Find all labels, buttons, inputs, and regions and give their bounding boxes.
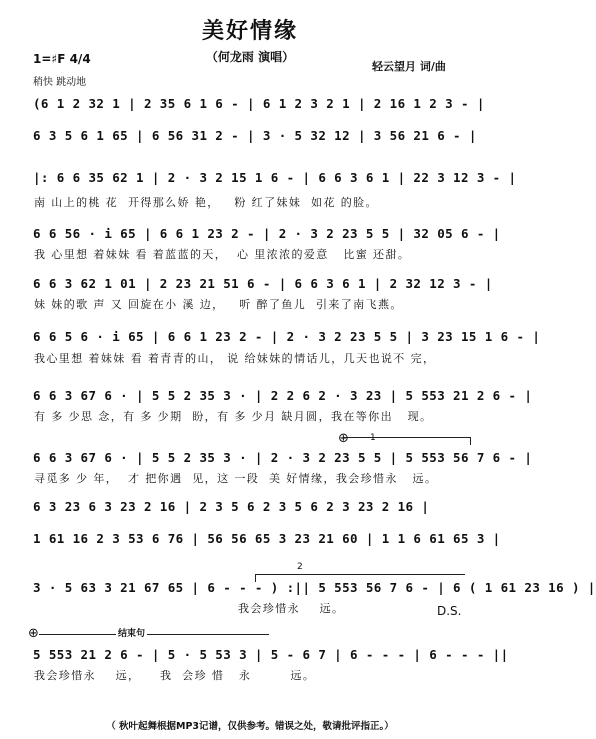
notation-row-6: 6 6 5 6 · i 65 | 6 6 1 23 2 - | 2 · 3 2 23 5 5 | 3 23 15 1 6 - |: [33, 328, 541, 344]
lyric-line-8: 我会珍惜永 远， 我 会珍 惜 永 远。: [34, 669, 316, 682]
volta-2-label: 2: [297, 562, 303, 572]
ending-label: 结束句: [116, 626, 147, 639]
volta-1-label: 1: [370, 433, 376, 443]
ds-marking: D.S.: [437, 604, 462, 618]
coda-bracket: [343, 437, 471, 438]
lyric-line-5: 有 多 少思 念，有 多 少期 盼，有 多 少月 缺月圆，我在等你出 现。: [34, 410, 433, 423]
notation-row-12: 5 553 21 2 6 - | 5 · 5 53 3 | 5 - 6 7 | 6 - - - | 6 - - - ||: [33, 646, 509, 662]
key-signature: 1=♯F 4/4: [33, 52, 91, 66]
notation-row-9: 6 3 23 6 3 23 2 16 | 2 3 5 6 2 3 5 6 2 3 23 2 16 |: [33, 498, 430, 514]
writer-credit: 轻云望月 词/曲: [372, 60, 446, 73]
footer-note: （ 秋叶起舞根据MP3记谱，仅供参考。错误之处，敬请批评指正。）: [106, 721, 394, 732]
notation-row-8: 6 6 3 67 6 · | 5 5 2 35 3 · | 2 · 3 2 23 5 5 | 5 553 56 7 6 - |: [33, 449, 533, 465]
ending-bracket: [39, 634, 269, 635]
notation-row-11: 3 · 5 63 3 21 67 65 | 6 - - - ) :|| 5 553 56 7 6 - | 6 ( 1 61 23 16 ) |: [33, 579, 596, 595]
notation-row-4: 6 6 56 · i 65 | 6 6 1 23 2 - | 2 · 3 2 23 5 5 | 32 05 6 - |: [33, 225, 501, 241]
lyric-line-6: 寻觅多 少 年， 才 把你遇 见，这 一段 美 好情缘，我会珍惜永 远。: [34, 472, 438, 485]
coda-sign-icon: ⊕: [338, 431, 349, 446]
coda-sign-icon-2: ⊕: [28, 626, 39, 641]
notation-row-3: |: 6 6 35 62 1 | 2 · 3 2 15 1 6 - | 6 6 3 6 1 | 22 3 12 3 - |: [33, 169, 517, 185]
singer-credit: （何龙雨 演唱）: [205, 50, 295, 64]
lyric-line-1: 南 山上的桃 花 开得那么娇 艳， 粉 红了妹妹 如花 的脸。: [34, 196, 378, 209]
volta-2-bracket: [255, 574, 465, 575]
notation-row-7: 6 6 3 67 6 · | 5 5 2 35 3 · | 2 2 6 2 · 3 23 | 5 553 21 2 6 - |: [33, 387, 533, 403]
notation-row-5: 6 6 3 62 1 01 | 2 23 21 51 6 - | 6 6 3 6 1 | 2 32 12 3 - |: [33, 275, 493, 291]
lyric-line-2: 我 心里想 着妹妹 看 着蓝蓝的天， 心 里浓浓的爱意 比蜜 还甜。: [34, 248, 411, 261]
lyric-line-7: 我会珍惜永 远。: [238, 602, 345, 615]
lyric-line-4: 我心里想 着妹妹 看 着青青的山， 说 给妹妹的情话儿，几天也说不 完，: [34, 352, 436, 365]
tempo-marking: 稍快 跳动地: [33, 77, 87, 88]
notation-row-1: (6 1 2 32 1 | 2 35 6 1 6 - | 6 1 2 3 2 1 | 2 16 1 2 3 - |: [33, 95, 485, 111]
notation-row-10: 1 61 16 2 3 53 6 76 | 56 56 65 3 23 21 60 | 1 1 6 61 65 3 |: [33, 530, 501, 546]
song-title: 美好情缘: [201, 19, 298, 44]
notation-row-2: 6 3 5 6 1 65 | 6 56 31 2 - | 3 · 5 32 12 | 3 56 21 6 - |: [33, 127, 477, 143]
lyric-line-3: 妹 妹的歌 声 又 回旋在小 溪 边， 听 醉了鱼儿 引来了南飞燕。: [34, 298, 403, 311]
